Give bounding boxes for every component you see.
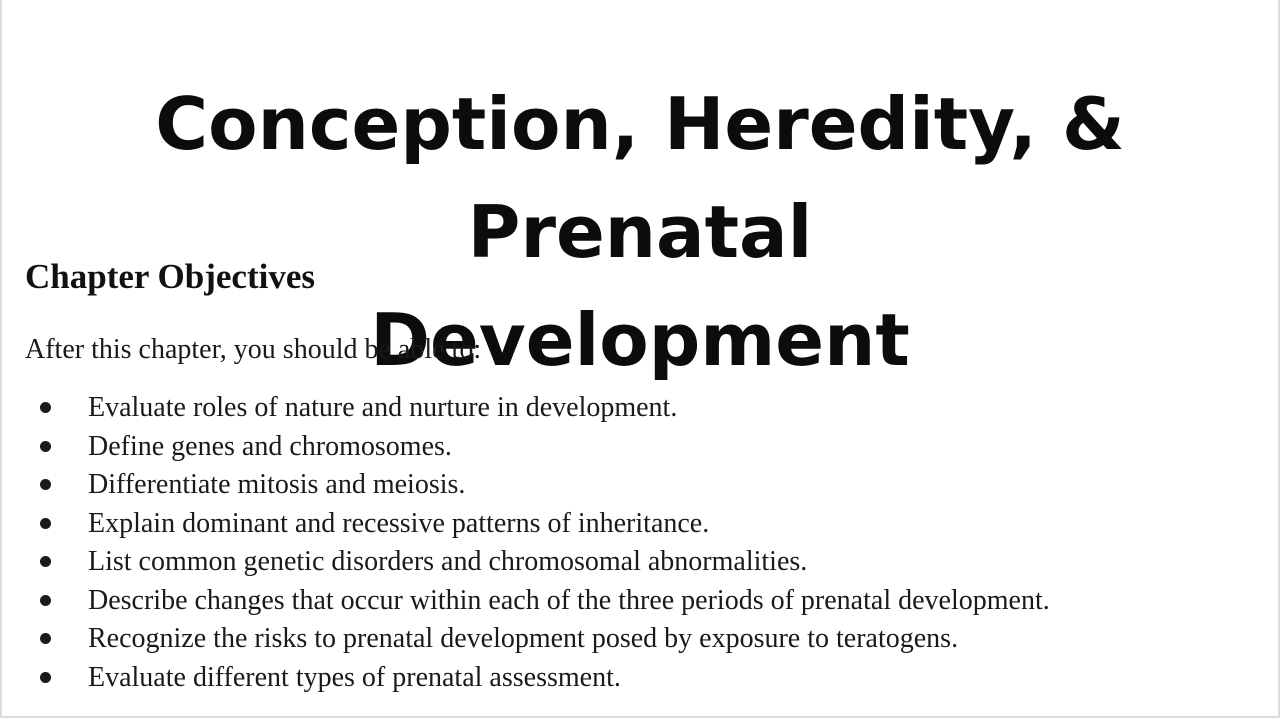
objective-text: Evaluate roles of nature and nurture in development. [88,392,678,423]
objective-text: List common genetic disorders and chromosomal abnormalities. [88,546,808,577]
objective-text: Explain dominant and recessive patterns of inheritance. [88,507,710,539]
bullet-icon [40,556,51,567]
bullet-icon [40,402,51,413]
bullet-icon [40,441,51,452]
objective-text: Describe changes that occur within each of the three periods of prenatal development. [88,584,1050,616]
objective-text: Define genes and chromosomes. [88,430,452,462]
bullet-icon [40,595,51,606]
bullet-icon [40,633,51,644]
objective-text: Evaluate different types of prenatal assessment. [88,661,621,693]
bullet-icon [40,479,51,490]
bullet-icon [40,518,51,529]
objective-text: Differentiate mitosis and meiosis. [88,469,466,500]
intro-text: After this chapter, you should be able to: [25,334,482,365]
bullet-icon [40,672,51,683]
slide-title-line: Development [370,298,910,383]
slide-title-line: Conception, Heredity, & Prenatal [155,82,1125,275]
objective-text: Recognize the risks to prenatal development posed by exposure to teratogens. [88,623,959,654]
section-heading: Chapter Objectives [25,257,315,296]
